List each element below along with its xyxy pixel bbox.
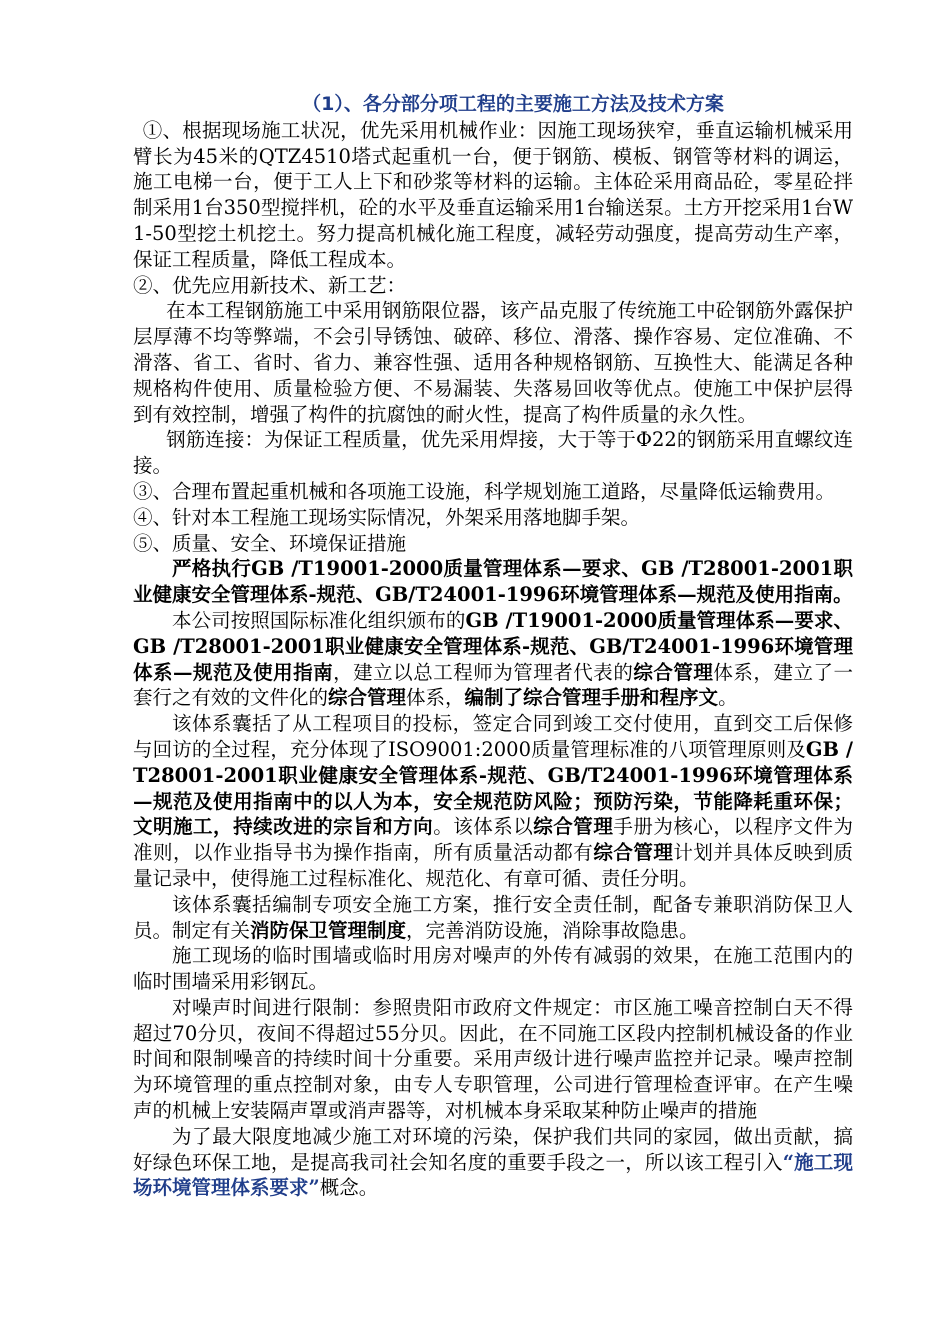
paragraph-qse-heading: ⑤、质量、安全、环境保证措施 — [133, 531, 407, 555]
paragraph-scaffold: ④、针对本工程施工现场实际情况，外架采用落地脚手架。 — [133, 505, 641, 529]
paragraph-standards: 严格执行GB /T19001-2000质量管理体系—要求、GB /T28001-2001职业健康安全管理体系-规范、GB/T24001-1996环境管理体系—规范及使用指南。 — [133, 557, 853, 607]
paragraph-layout: ③、合理布置起重机械和各项施工设施，科学规划施工道路，尽量降低运输费用。 — [133, 479, 836, 503]
paragraph-environment: 为了最大限度地减少施工对环境的污染，保护我们共同的家园，做出贡献，搞好绿色环保工地，是提高我司社会知名度的重要手段之一，所以该工程引入“施工现场环境管理体系要求”概念。 — [133, 1124, 853, 1200]
paragraph-rebar-connection: 钢筋连接：为保证工程质量，优先采用焊接，大于等于Φ22的钢筋采用直螺纹连接。 — [133, 428, 853, 478]
paragraph-company-system: 本公司按照国际标准化组织颁布的GB /T19001-2000质量管理体系—要求、GB /T28001-2001职业健康安全管理体系-规范、GB/T24001-1996环境管理体系—规范及使用指南，建立以总工程师为管理者代表的综合管理体系，建立了一套行之有效的文件化的综合管理体系，编制了综合管理手册和程序文。 — [133, 608, 853, 710]
section-title: （1）、各分部分项工程的主要施工方法及技术方案 — [302, 93, 724, 115]
document-page — [133, 92, 853, 1201]
paragraph-new-tech-heading: ②、优先应用新技术、新工艺： — [133, 273, 407, 297]
paragraph-temporary-wall: 施工现场的临时围墙或临时用房对噪声的外传有减弱的效果，在施工范围内的临时围墙采用彩钢瓦。 — [133, 944, 853, 994]
paragraph-system-scope: 该体系囊括了从工程项目的投标，签定合同到竣工交付使用，直到交工后保修与回访的全过程，充分体现了ISO9001:2000质量管理标准的八项管理原则及GB /T28001-2001职业健康安全管理体系-规范、GB/T24001-1996环境管理体系—规范及使用指南中的以人为本，安全规范防风险；预防污染，节能降耗重环保；文明施工，持续改进的宗旨和方向。该体系以综合管理手册为核心，以程序文件为准则，以作业指导书为操作指南，所有质量活动都有综合管理计划并具体反映到质量记录中，使得施工过程标准化、规范化、有章可循、责任分明。 — [133, 712, 853, 890]
paragraph-machinery: ①、根据现场施工状况，优先采用机械作业：因施工现场狭窄，垂直运输机械采用臂长为45米的QTZ4510塔式起重机一台，便于钢筋、模板、钢管等材料的调运，施工电梯一台，便于工人上下和砂浆等材料的运输。主体砼采用商品砼，零星砼拌制采用1台350型搅拌机，砼的水平及垂直运输采用1台输送泵。土方开挖采用1台W1-50型挖土机挖土。努力提高机械化施工程度，减轻劳动强度，提高劳动生产率，保证工程质量，降低工程成本。 — [133, 118, 853, 271]
paragraph-noise-control: 对噪声时间进行限制：参照贵阳市政府文件规定：市区施工噪音控制白天不得超过70分贝，夜间不得超过55分贝。因此，在不同施工区段内控制机械设备的作业时间和限制噪音的持续时间十分重要。采用声级计进行噪声监控并记录。噪声控制为环境管理的重点控制对象，由专人专职管理，公司进行管理检查评审。在产生噪声的机械上安装隔声罩或消声器等，对机械本身采取某种防止噪声的措施 — [133, 995, 853, 1123]
paragraph-fire-safety: 该体系囊括编制专项安全施工方案，推行安全责任制，配备专兼职消防保卫人员。制定有关消防保卫管理制度，完善消防设施，消除事故隐患。 — [133, 892, 853, 942]
paragraph-rebar-limiter: 在本工程钢筋施工中采用钢筋限位器，该产品克服了传统施工中砼钢筋外露保护层厚薄不均等弊端，不会引导锈蚀、破碎、移位、滑落、操作容易、定位准确、不滑落、省工、省时、省力、兼容性强、适用各种规格钢筋、互换性大、能满足各种规格构件使用、质量检验方便、不易漏装、失落易回收等优点。使施工中保护层得到有效控制，增强了构件的抗腐蚀的耐火性，提高了构件质量的永久性。 — [133, 299, 853, 426]
